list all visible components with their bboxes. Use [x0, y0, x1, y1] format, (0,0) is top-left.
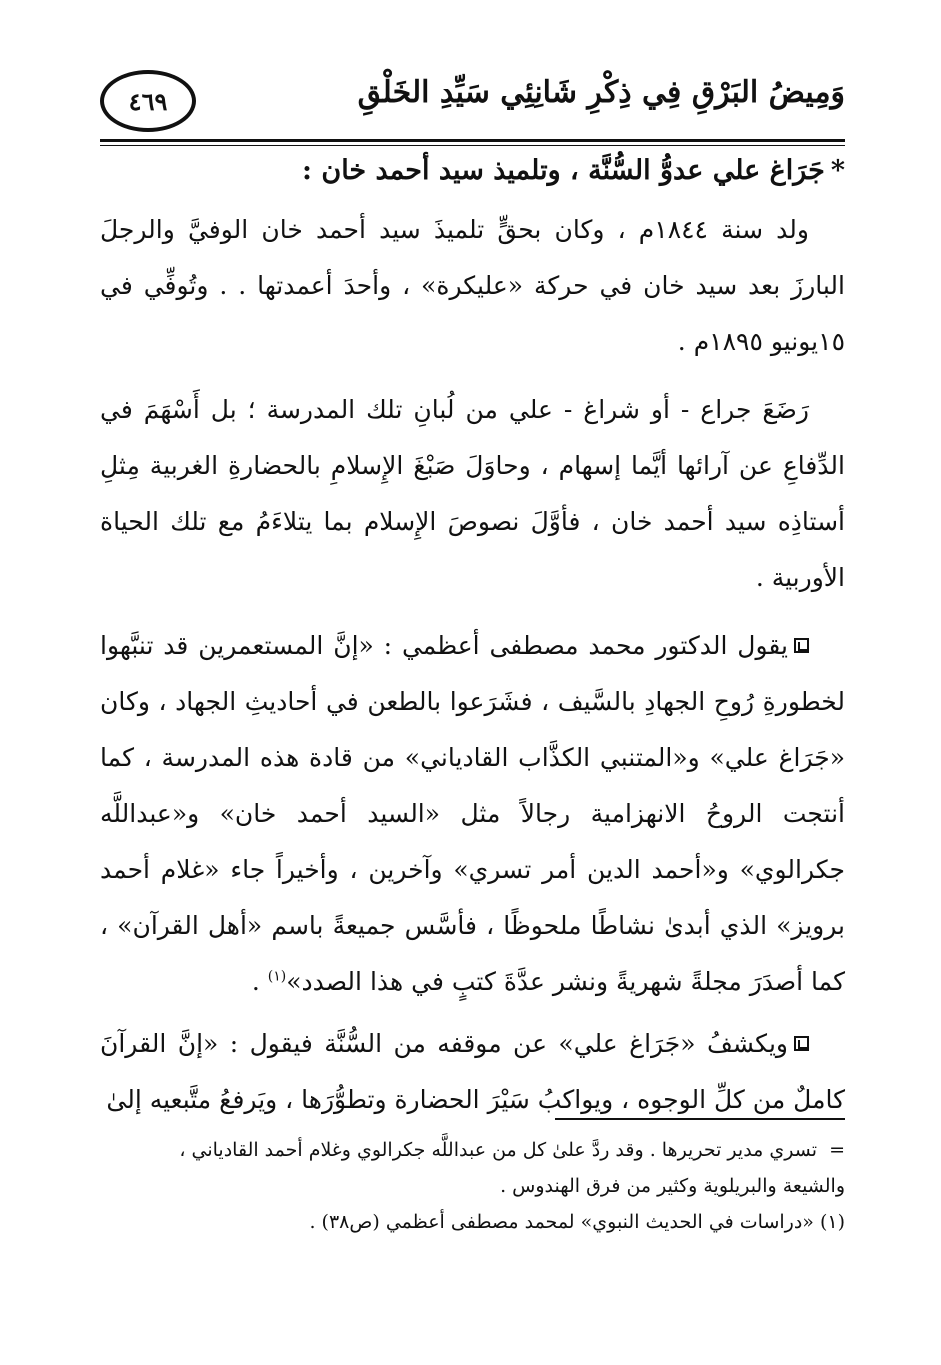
section-heading [100, 148, 845, 194]
page-number: ٤٦٩ [100, 70, 196, 132]
footnote-reference: (١) [267, 968, 287, 985]
quote-box-icon [794, 1036, 809, 1051]
header-rule-thin [100, 145, 845, 146]
footnote-continuation [100, 1132, 845, 1168]
main-text [100, 148, 845, 1140]
paragraph-sunnah [100, 1016, 845, 1128]
footnote-continuation-2: والشيعة والبريلوية وكثير من فرق الهندوس . [500, 1175, 845, 1197]
footnotes [100, 1132, 845, 1240]
quote-box-icon [794, 638, 809, 653]
sunnah-text: ويكشفُ «جَرَاغ علي» عن موقفه من السُّنَّة فيقول : «إنَّ القرآنَ كاملٌ من كلِّ الوجوه ، ويواكبُ سَيْرَ الحضارة وتطوُّرَها ، ويَرفعُ متَّبعيه إلىٰ [100, 1029, 845, 1114]
continuation-marker: = [829, 1139, 845, 1161]
section-heading-text: جَرَاغ علي عدوُّ السُّنَّة ، وتلميذ سيد أحمد خان : [302, 155, 825, 186]
running-title: وَمِيضُ البَرْقِ فِي ذِكْرِ شَانِئِي سَيِّدِ الخَلْقِ [357, 75, 845, 110]
quote-trailing: . [251, 967, 260, 996]
asterisk-icon: * [830, 155, 845, 186]
footnote-separator [555, 1118, 845, 1120]
page-header [100, 58, 845, 146]
footnote-1: (١) «دراسات في الحديث النبوي» لمحمد مصطفى أعظمي (ص٣٨) . [309, 1211, 845, 1233]
quote-text: يقول الدكتور محمد مصطفى أعظمي : «إنَّ المستعمرين قد تنبَّهوا لخطورةِ رُوحِ الجهادِ بالسَّيف ، فشَرَعوا بالطعن في أحاديثِ الجهاد ، وكان «جَرَاغ علي» و«المتنبي الكذَّاب القادياني» من قادة هذه المدرسة ، كما أنتجت الروحُ الانهزامية رجالاً مثل «السيد أحمد خان» و«عبداللَّه جكرالوي» و«أحمد الدين أمر تسري» وآخرين ، وأخيراً جاء «غلام أحمد برويز» الذي أبدىٰ نشاطًا ملحوظًا ، فأسَّس جميعةً باسم «أهل القرآن» ، كما أصدَرَ مجلةً شهريةً ونشر عدَّةَ كتبٍ في هذا الصدد» [100, 631, 845, 996]
paragraph-quote [100, 618, 845, 1010]
continuation-line-1: تسري مدير تحريرها . وقد ردَّ علىٰ كل من عبداللَّه جكرالوي وغلام أحمد القادياني ، [179, 1139, 817, 1161]
paragraph-birth: ولد سنة ١٨٤٤م ، وكان بحقٍّ تلميذَ سيد أحمد خان الوفيَّ والرجلَ البارزَ بعد سيد خان في حركة «عليكرة» ، وأحدَ أعمدتها . . وتُوفِّي في ١٥يونيو ١٨٩٥م . [100, 215, 845, 356]
header-rule-thick [100, 139, 845, 142]
paragraph-influence: رَضَعَ جراع - أو شراغ - علي من لُبانِ تلك المدرسة ؛ بل أَسْهَمَ في الدِّفاعِ عن آرائها أيَّما إسهام ، وحاوَلَ صَبْغَ الإِسلامِ بالحضارةِ الغربية مِثلِ أستاذِه سيد أحمد خان ، فأوَّلَ نصوصَ الإِسلام بما يتلاءَمُ مع تلك الحياة الأوربية . [100, 395, 845, 592]
